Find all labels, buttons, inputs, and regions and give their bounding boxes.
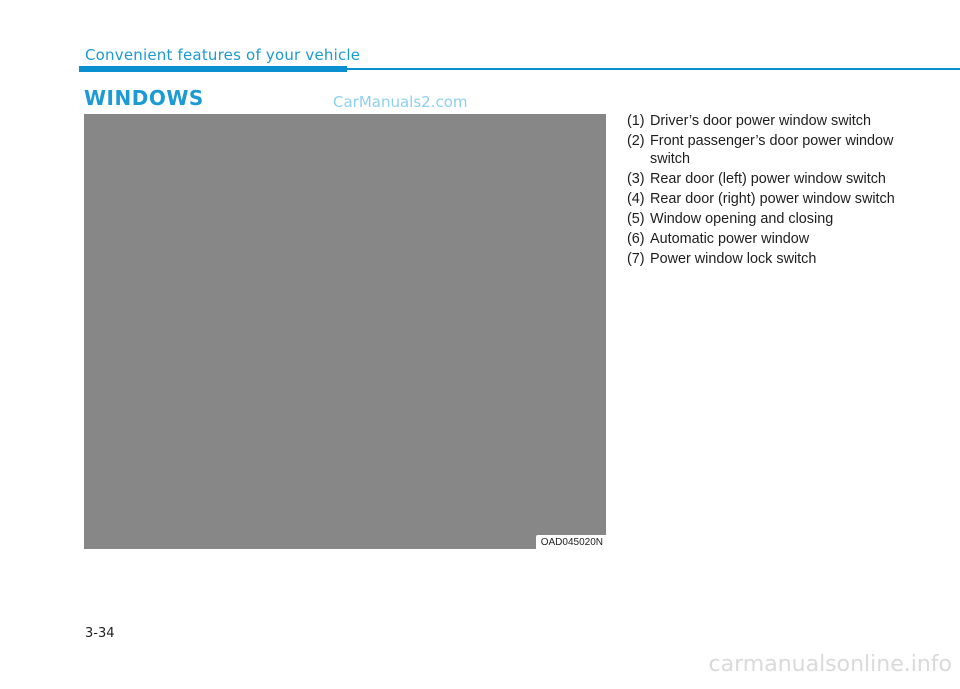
legend-item-text: Rear door (left) power window switch — [650, 171, 886, 187]
bottom-watermark: carmanualsonline.info — [708, 652, 952, 677]
header-rule-line — [347, 68, 960, 70]
legend-item-number: (2) — [627, 133, 645, 149]
legend-item-number: (7) — [627, 251, 645, 267]
legend-item — [627, 190, 927, 208]
legend-item-text: Power window lock switch — [650, 251, 817, 267]
chapter-header-label: Convenient features of your vehicle — [85, 46, 361, 64]
legend-item-number: (6) — [627, 231, 645, 247]
legend-item-text: Driver’s door power window switch — [650, 113, 872, 129]
figure-legend-list — [627, 112, 927, 270]
legend-item — [627, 132, 927, 168]
legend-item-text: Automatic power window — [650, 231, 810, 247]
legend-item-number: (4) — [627, 191, 645, 207]
legend-item-text: Rear door (right) power window switch — [650, 191, 895, 207]
top-watermark: CarManuals2.com — [333, 93, 468, 111]
header-accent-bar — [79, 66, 347, 72]
legend-item-text: Front passenger’s door power window switch — [650, 133, 894, 167]
figure-code-label: OAD045020N — [536, 535, 606, 549]
legend-item-number: (3) — [627, 171, 645, 187]
page-number: 3-34 — [85, 626, 115, 641]
legend-item-number: (5) — [627, 211, 645, 227]
legend-item — [627, 250, 927, 268]
legend-item-text: Window opening and closing — [650, 211, 834, 227]
legend-item — [627, 170, 927, 188]
windows-figure-placeholder — [84, 114, 606, 549]
legend-item — [627, 210, 927, 228]
legend-item-number: (1) — [627, 113, 645, 129]
legend-item — [627, 112, 927, 130]
section-title: WINDOWS — [84, 86, 204, 110]
legend-item — [627, 230, 927, 248]
